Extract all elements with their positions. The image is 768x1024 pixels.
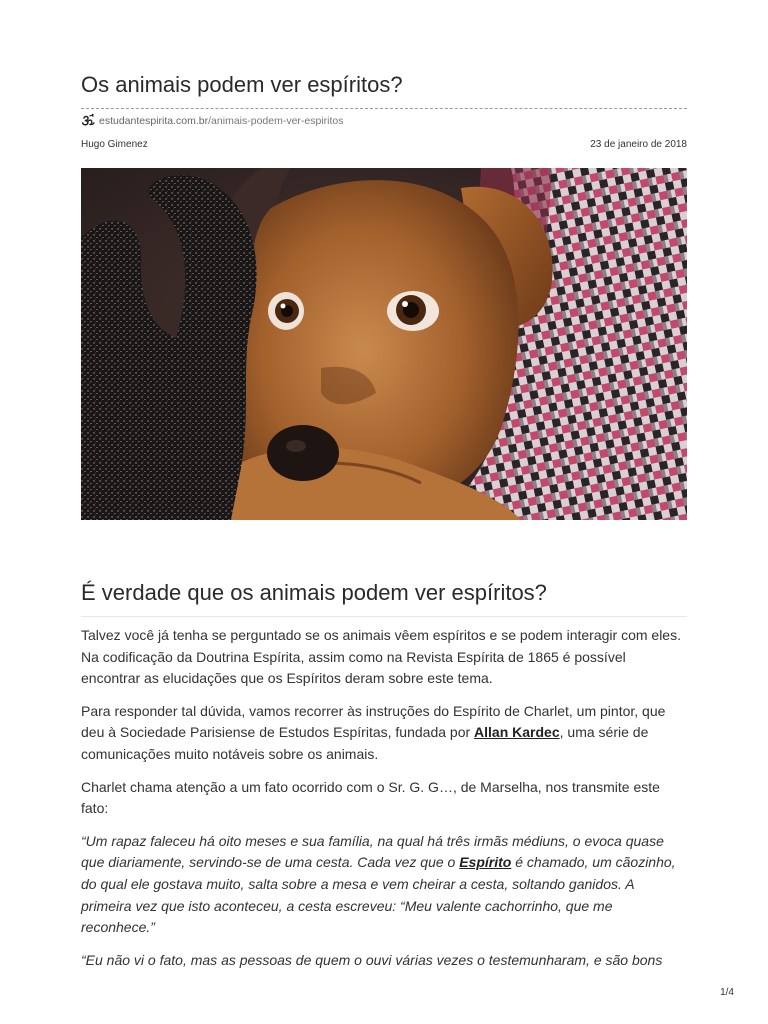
om-symbol-icon (81, 113, 96, 128)
dog-photo (81, 168, 687, 520)
section-heading: É verdade que os animais podem ver espíritos? (81, 580, 547, 605)
article-body (81, 625, 687, 982)
quote-paragraph: “Um rapaz faleceu há oito meses e sua família, na qual há três irmãs médiuns, o evoca quase que diariamente, servindo-se de uma cesta. Cada vez que o Espírito é chamado, um cãozinho, do qual ele gostava muito, salta sobre a mesa e vem cheirar a cesta, soltando ganidos. A primeira vez que isto aconteceu, a cesta escreveu: “Meu valente cachorrinho, que me reconhece.” (81, 832, 676, 936)
allan-kardec-link[interactable]: Allan Kardec (474, 724, 560, 741)
espirito-link[interactable]: Espírito (459, 854, 512, 871)
source-path: /animais-podem-ver-espiritos (208, 114, 344, 127)
author-name: Hugo Gimenez (81, 139, 148, 150)
paragraph-charlet: Para responder tal dúvida, vamos recorrer às instruções do Espírito de Charlet, um pintor, que deu à Sociedade Parisiense de Estudos Espíritas, fundada por Allan Kardec, uma série de comunicações muito notáveis sobre os animais. (81, 702, 666, 762)
publish-date: 23 de janeiro de 2018 (590, 139, 687, 150)
hero-image (81, 168, 687, 520)
source-url[interactable] (81, 113, 344, 128)
article-title: Os animais podem ver espíritos? (81, 72, 403, 97)
page-number: 1/4 (720, 987, 734, 998)
heading-divider (81, 616, 687, 617)
source-domain: estudantespirita.com.br (99, 114, 209, 127)
paragraph-marselha: Charlet chama atenção a um fato ocorrido com o Sr. G. G…, de Marselha, nos transmite este fato: (81, 778, 660, 817)
paragraph-intro: Talvez você já tenha se perguntado se os animais vêem espíritos e se podem interagir com eles. Na codificação da Doutrina Espírita, assim como na Revista Espírita de 1865 é possível encontrar as elucidações que os Espíritos deram sobre este tema. (81, 627, 681, 687)
title-divider (81, 108, 687, 109)
quote-paragraph-continued: “Eu não vi o fato, mas as pessoas de quem o ouvi várias vezes o testemunharam, e são bons (81, 951, 663, 968)
article-meta (81, 139, 687, 150)
